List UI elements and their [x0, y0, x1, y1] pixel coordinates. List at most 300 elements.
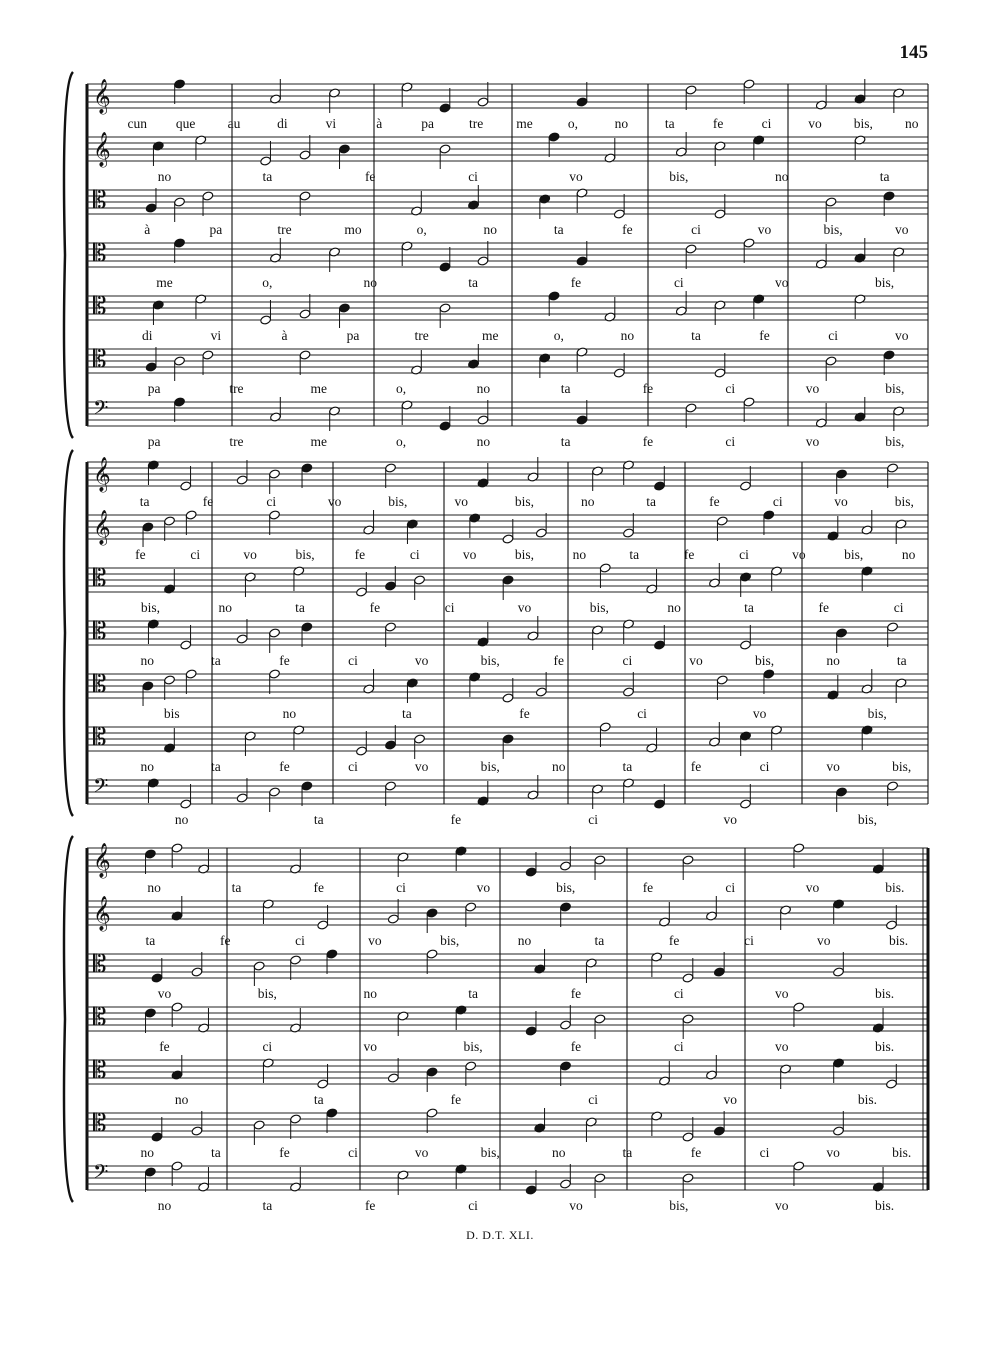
note-head — [293, 566, 305, 576]
note-head — [401, 82, 413, 92]
note-head — [613, 209, 625, 219]
note-head — [854, 94, 866, 104]
note-head — [317, 1079, 329, 1089]
lyric-syllable: ci — [266, 494, 277, 509]
note-head — [397, 1170, 409, 1180]
lyric-syllable: bis. — [874, 1039, 895, 1054]
note-head — [743, 238, 755, 248]
note-head — [623, 460, 635, 470]
note-head — [244, 731, 256, 741]
note-head — [180, 481, 192, 491]
lyric-syllable: mo — [344, 222, 362, 237]
note-head — [763, 510, 775, 520]
lyric-syllable: ci — [637, 706, 647, 721]
note-head — [171, 843, 183, 853]
lyric-syllable: vo — [805, 880, 820, 895]
lyric-syllable: ci — [759, 759, 770, 774]
note-head — [477, 478, 489, 488]
note-head — [363, 525, 375, 535]
note-head — [709, 578, 721, 588]
note-head — [539, 194, 551, 204]
lyric-syllable: ci — [588, 1092, 598, 1107]
lyric-syllable: vo — [774, 1039, 789, 1054]
note-head — [592, 466, 604, 476]
lyric-syllable: no — [140, 759, 155, 774]
note-head — [604, 153, 616, 163]
note-head — [262, 899, 274, 909]
note-head — [714, 368, 726, 378]
lyric-syllable: no — [826, 653, 840, 668]
lyric-syllable: ci — [262, 1039, 273, 1054]
note-head — [174, 79, 186, 89]
note-head — [236, 475, 248, 485]
lyric-syllable: vo — [414, 1145, 429, 1160]
lyric-syllable: fe — [642, 880, 654, 895]
lyric-syllable: no — [552, 1145, 566, 1160]
note-head — [144, 1167, 156, 1177]
note-head — [290, 955, 302, 965]
lyric-syllable: bis, — [257, 986, 277, 1001]
note-head — [560, 1020, 572, 1030]
note-head — [623, 619, 635, 629]
note-head — [401, 241, 413, 251]
lyric-syllable: fe — [570, 986, 582, 1001]
note-head — [525, 1026, 537, 1036]
note-head — [270, 253, 282, 263]
note-head — [260, 315, 272, 325]
lyric-syllable: bis, — [480, 759, 500, 774]
lyric-syllable: tre — [229, 381, 244, 396]
lyric-syllable: bis. — [889, 933, 909, 948]
note-head — [147, 778, 159, 788]
note-head — [502, 534, 514, 544]
staff — [87, 1108, 928, 1145]
lyric-syllable: bis, — [480, 1145, 500, 1160]
alto-clef-icon: 𝄡 — [93, 670, 107, 698]
lyric-syllable: bis, — [556, 880, 576, 895]
note-head — [468, 359, 480, 369]
lyric-syllable: ci — [622, 653, 633, 668]
lyric-syllable: fe — [159, 1039, 170, 1054]
lyric-syllable: fe — [219, 933, 231, 948]
lyric-syllable: ta — [468, 275, 478, 290]
staff — [87, 132, 928, 169]
note-head — [195, 294, 207, 304]
lyric-syllable: vo — [774, 1198, 789, 1213]
note-head — [594, 855, 606, 865]
note-head — [740, 799, 752, 809]
lyric-syllable: bis. — [874, 986, 895, 1001]
page-number: 145 — [899, 42, 928, 63]
lyric-syllable: no — [157, 169, 172, 184]
staff — [87, 896, 928, 933]
lyric-syllable: di — [277, 116, 288, 131]
note-head — [439, 144, 451, 154]
note-head — [576, 256, 588, 266]
note-head — [477, 415, 489, 425]
note-head — [576, 97, 588, 107]
note-head — [872, 864, 884, 874]
note-head — [195, 135, 207, 145]
lyric-syllable: no — [140, 653, 155, 668]
lyric-syllable: no — [363, 986, 377, 1001]
note-head — [740, 640, 752, 650]
lyric-syllable: no — [552, 759, 566, 774]
note-head — [740, 481, 752, 491]
note-head — [854, 135, 866, 145]
note-head — [539, 353, 551, 363]
lyric-syllable: vo — [792, 547, 806, 562]
note-head — [397, 852, 409, 862]
note-head — [771, 725, 783, 735]
note-head — [290, 1114, 302, 1124]
lyric-syllable: à — [281, 328, 288, 343]
note-head — [152, 141, 164, 151]
note-head — [426, 1108, 438, 1118]
lyric-syllable: ci — [725, 434, 736, 449]
lyric-syllable: vo — [894, 222, 909, 237]
lyric-syllable: ta — [646, 494, 656, 509]
bass-clef-icon: 𝄢 — [93, 1160, 109, 1188]
lyric-syllable: fe — [519, 706, 530, 721]
lyric-syllable: bis — [163, 706, 180, 721]
lyric-syllable: ta — [691, 328, 701, 343]
alto-clef-icon: 𝄡 — [93, 950, 107, 978]
lyric-syllable: no — [174, 1092, 189, 1107]
note-head — [525, 1185, 537, 1195]
note-head — [270, 94, 282, 104]
lyric-syllable: fe — [354, 547, 366, 562]
note-head — [465, 902, 477, 912]
lyric-syllable: no — [517, 933, 532, 948]
lyric-syllable: fe — [369, 600, 381, 615]
note-head — [646, 743, 658, 753]
system-brace — [64, 836, 73, 1202]
note-head — [887, 622, 899, 632]
staff — [87, 1160, 928, 1198]
lyric-syllable: ci — [759, 1145, 770, 1160]
lyric-syllable: vo — [752, 706, 767, 721]
note-head — [861, 525, 873, 535]
note-head — [893, 247, 905, 257]
note-head — [682, 1014, 694, 1024]
lyric-syllable: me — [156, 275, 173, 290]
bass-clef-icon: 𝄢 — [93, 774, 109, 802]
note-head — [356, 587, 368, 597]
lyric-syllable: bis, — [857, 812, 877, 827]
lyric-syllable: ta — [622, 759, 633, 774]
note-head — [151, 1132, 163, 1142]
note-head — [833, 899, 845, 909]
lyric-syllable: pa — [346, 328, 360, 343]
note-head — [164, 743, 176, 753]
note-head — [716, 516, 728, 526]
lyric-syllable: tre — [277, 222, 292, 237]
note-head — [174, 238, 186, 248]
lyric-syllable: vo — [757, 222, 772, 237]
note-head — [290, 1023, 302, 1033]
note-head — [477, 97, 489, 107]
note-head — [599, 722, 611, 732]
lyric-syllable: vo — [894, 328, 909, 343]
note-head — [815, 259, 827, 269]
note-head — [164, 675, 176, 685]
lyric-syllable: ci — [409, 547, 420, 562]
lyric-syllable: vo — [327, 494, 342, 509]
lyric-syllable: no — [483, 222, 497, 237]
lyric-syllable: me — [481, 328, 499, 343]
lyric-syllable: fe — [450, 812, 462, 827]
lyric-syllable: ci — [444, 600, 455, 615]
lyric-syllable: cun — [127, 116, 147, 131]
note-head — [414, 734, 426, 744]
note-head — [685, 244, 697, 254]
note-head — [576, 188, 588, 198]
note-head — [385, 781, 397, 791]
lyric-syllable: que — [175, 116, 196, 131]
lyric-syllable: vo — [476, 880, 491, 895]
treble-clef-icon: 𝄞 — [93, 510, 111, 545]
lyric-syllable: fe — [690, 1145, 702, 1160]
note-head — [872, 1182, 884, 1192]
lyric-syllable: fe — [570, 275, 582, 290]
lyric-syllable: vo — [462, 547, 477, 562]
lyric-syllable: pa — [147, 434, 161, 449]
lyric-syllable: bis, — [480, 653, 500, 668]
note-head — [685, 403, 697, 413]
lyric-syllable: vo — [517, 600, 532, 615]
note-head — [356, 746, 368, 756]
staff — [87, 344, 928, 381]
lyric-syllable: vo — [368, 933, 382, 948]
lyric-syllable: vo — [414, 759, 429, 774]
lyric-syllable: bis, — [894, 494, 914, 509]
lyric-syllable: bis, — [388, 494, 408, 509]
staff — [87, 1002, 928, 1039]
lyric-syllable: fe — [279, 759, 290, 774]
note-head — [164, 584, 176, 594]
note-head — [469, 672, 481, 682]
lyric-syllable: no — [581, 494, 595, 509]
lyric-syllable: ta — [402, 706, 412, 721]
lyric-syllable: vo — [805, 434, 820, 449]
system-brace — [64, 72, 73, 438]
note-head — [455, 1005, 467, 1015]
lyric-syllable: ci — [348, 653, 358, 668]
note-head — [534, 1123, 546, 1133]
lyric-syllable: fe — [690, 759, 702, 774]
lyric-syllable: fe — [668, 933, 680, 948]
note-head — [893, 88, 905, 98]
lyric-syllable: ci — [761, 116, 772, 131]
lyric-syllable: ta — [594, 933, 605, 948]
note-head — [682, 1132, 694, 1142]
note-head — [171, 911, 183, 921]
staff — [87, 79, 928, 115]
note-head — [477, 256, 489, 266]
lyric-syllable: ci — [828, 328, 838, 343]
footer-reference: D. D.T. XLI. — [466, 1228, 534, 1242]
lyric-syllable: vo — [834, 494, 848, 509]
note-head — [815, 418, 827, 428]
note-head — [793, 1161, 805, 1171]
note-head — [180, 799, 192, 809]
note-head — [836, 469, 848, 479]
lyric-syllable: fe — [202, 494, 214, 509]
staff — [87, 843, 928, 880]
lyric-syllable: vo — [723, 812, 737, 827]
note-head — [887, 463, 899, 473]
lyric-syllable: bis, — [844, 547, 864, 562]
staff — [87, 291, 928, 328]
note-head — [825, 197, 837, 207]
lyric-syllable: ta — [231, 880, 242, 895]
note-head — [604, 312, 616, 322]
lyric-syllable: ci — [295, 933, 305, 948]
note-head — [548, 291, 560, 301]
note-head — [585, 1117, 597, 1127]
note-head — [439, 103, 451, 113]
lyric-syllable: ci — [348, 1145, 358, 1160]
note-head — [465, 1061, 477, 1071]
note-head — [262, 1058, 274, 1068]
lyric-syllable: vo — [826, 1145, 840, 1160]
note-head — [174, 356, 186, 366]
note-head — [659, 917, 671, 927]
lyric-syllable: bis, — [514, 547, 535, 562]
staff — [87, 396, 928, 431]
lyric-syllable: bis, — [514, 494, 535, 509]
note-head — [439, 262, 451, 272]
treble-clef-icon: 𝄞 — [93, 457, 111, 492]
lyric-syllable: no — [157, 1198, 172, 1213]
note-head — [682, 1173, 694, 1183]
lyric-syllable: vo — [454, 494, 468, 509]
lyric-syllable: bis. — [892, 1145, 912, 1160]
note-head — [887, 781, 899, 791]
note-head — [147, 460, 159, 470]
system-brace — [64, 450, 73, 816]
note-head — [560, 1061, 572, 1071]
lyric-syllable: no — [905, 116, 919, 131]
lyric-syllable: bis. — [857, 1092, 877, 1107]
lyric-syllable: bis, — [140, 600, 160, 615]
note-head — [560, 1179, 572, 1189]
note-head — [763, 669, 775, 679]
note-head — [363, 684, 375, 694]
lyric-syllable: fe — [279, 1145, 290, 1160]
note-head — [144, 1008, 156, 1018]
lyric-syllable: vo — [569, 169, 583, 184]
lyric-syllable: bis, — [885, 434, 905, 449]
lyric-syllable: no — [476, 381, 491, 396]
note-head — [338, 144, 350, 154]
lyric-syllable: ta — [560, 434, 571, 449]
lyric-syllable: ta — [879, 169, 890, 184]
alto-clef-icon: 𝄡 — [93, 345, 107, 373]
note-head — [152, 300, 164, 310]
note-head — [401, 400, 413, 410]
note-head — [290, 1182, 302, 1192]
note-head — [385, 463, 397, 473]
lyric-syllable: pa — [147, 381, 161, 396]
note-head — [709, 737, 721, 747]
note-head — [836, 787, 848, 797]
note-head — [406, 678, 418, 688]
note-head — [253, 1120, 265, 1130]
note-head — [714, 209, 726, 219]
note-head — [329, 247, 341, 257]
note-head — [171, 1070, 183, 1080]
lyric-syllable: ta — [896, 653, 907, 668]
lyric-syllable: di — [142, 328, 153, 343]
note-head — [270, 412, 282, 422]
note-head — [174, 197, 186, 207]
lyric-syllable: vo — [723, 1092, 737, 1107]
note-head — [142, 522, 154, 532]
lyric-syllable: vo — [774, 275, 789, 290]
lyric-syllable: vo — [817, 933, 831, 948]
note-head — [560, 902, 572, 912]
note-head — [833, 967, 845, 977]
note-head — [502, 734, 514, 744]
note-head — [706, 1070, 718, 1080]
note-head — [185, 510, 197, 520]
lyric-syllable: o, — [553, 328, 564, 343]
note-head — [527, 631, 539, 641]
note-head — [793, 843, 805, 853]
alto-clef-icon: 𝄡 — [93, 1003, 107, 1031]
note-head — [714, 300, 726, 310]
lyric-syllable: vi — [210, 328, 222, 343]
note-head — [326, 949, 338, 959]
lyric-syllable: bis, — [669, 169, 689, 184]
note-head — [623, 528, 635, 538]
note-head — [455, 846, 467, 856]
lyric-syllable: no — [282, 706, 297, 721]
note-head — [827, 531, 839, 541]
lyric-syllable: ta — [211, 1145, 221, 1160]
lyric-syllable: fe — [553, 653, 565, 668]
lyric-syllable: fe — [135, 547, 146, 562]
lyric-syllable: ci — [772, 494, 783, 509]
lyric-syllable: vo — [774, 986, 789, 1001]
note-head — [329, 88, 341, 98]
note-head — [682, 855, 694, 865]
note-head — [685, 85, 697, 95]
alto-clef-icon: 𝄡 — [93, 1109, 107, 1137]
lyric-syllable: ta — [211, 653, 221, 668]
note-head — [815, 100, 827, 110]
lyric-syllable: vo — [414, 653, 429, 668]
note-head — [198, 1182, 210, 1192]
lyric-syllable: vo — [243, 547, 257, 562]
treble-clef-icon: 𝄞 — [93, 896, 111, 931]
note-head — [426, 949, 438, 959]
note-head — [414, 575, 426, 585]
note-head — [646, 584, 658, 594]
note-head — [743, 79, 755, 89]
lyric-syllable: fe — [642, 434, 654, 449]
note-head — [293, 725, 305, 735]
note-head — [872, 1023, 884, 1033]
lyric-syllable: ci — [673, 1039, 684, 1054]
note-head — [613, 368, 625, 378]
note-head — [202, 191, 214, 201]
lyric-syllable: ci — [744, 933, 754, 948]
note-head — [706, 911, 718, 921]
lyric-syllable: ta — [629, 547, 640, 562]
